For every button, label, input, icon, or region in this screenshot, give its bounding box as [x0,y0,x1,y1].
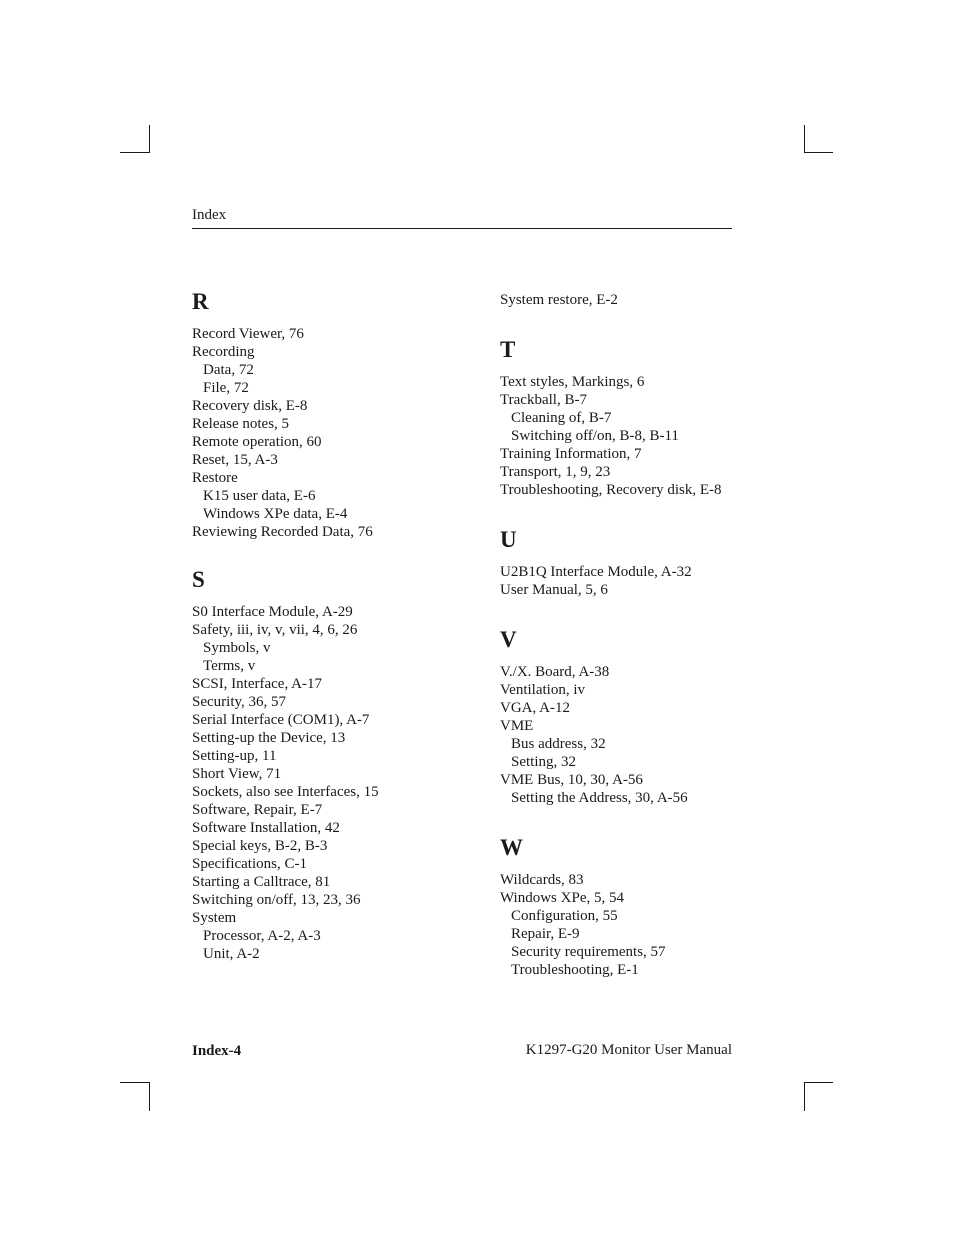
crop-mark-bottom-left-v [149,1082,150,1111]
index-entry: Safety, iii, iv, v, vii, 4, 6, 26 [192,622,358,638]
index-subentry: Processor, A-2, A-3 [203,928,321,944]
index-entry: Record Viewer, 76 [192,326,304,342]
index-entry: Specifications, C-1 [192,856,307,872]
index-entry: Starting a Calltrace, 81 [192,874,331,890]
index-entry: Security, 36, 57 [192,694,287,710]
section-gap [500,599,780,626]
index-subentry: Cleaning of, B-7 [511,410,612,426]
index-entry: U2B1Q Interface Module, A-32 [500,564,692,580]
index-subentry: Configuration, 55 [511,908,618,924]
index-subentry: Switching off/on, B-8, B-11 [511,428,679,444]
index-entry: Transport, 1, 9, 23 [500,464,611,480]
index-subentry: Troubleshooting, E-1 [511,962,639,978]
index-subentry: Windows XPe data, E-4 [203,506,348,522]
section-letter: S [192,567,205,592]
index-subentry: Data, 72 [203,362,254,378]
index-section [500,526,780,599]
crop-mark-top-left-h [120,152,150,153]
section-gap [500,309,780,336]
index-entry: VME Bus, 10, 30, A-56 [500,772,643,788]
section-gap [500,807,780,834]
index-entry: Trackball, B-7 [500,392,587,408]
index-subentry: K15 user data, E-6 [203,488,316,504]
index-subentry: Terms, v [203,658,256,674]
index-entry: S0 Interface Module, A-29 [192,604,353,620]
page-number: Index-4 [192,1043,242,1059]
index-entry: Troubleshooting, Recovery disk, E-8 [500,482,722,498]
index-entry: System restore, E-2 [500,292,618,308]
index-entry: Wildcards, 83 [500,872,584,888]
index-entry: Serial Interface (COM1), A-7 [192,712,370,728]
section-letter: T [500,337,516,362]
manual-title: K1297-G20 Monitor User Manual [525,1042,732,1058]
index-subentry: File, 72 [203,380,249,396]
index-entry: Windows XPe, 5, 54 [500,890,624,906]
index-subentry: Setting the Address, 30, A-56 [511,790,688,806]
index-entry: V./X. Board, A-38 [500,664,610,680]
index-entry: Reset, 15, A-3 [192,452,278,468]
index-entry: Recording [192,344,255,360]
index-entry: Reviewing Recorded Data, 76 [192,524,373,540]
index-section [500,626,780,807]
crop-mark-top-right-v [804,125,805,153]
index-subentry: Unit, A-2 [203,946,260,962]
index-section [500,291,780,309]
index-entry: Training Information, 7 [500,446,642,462]
section-letter: V [500,627,517,652]
index-entry: Setting-up, 11 [192,748,277,764]
index-section [500,336,780,499]
index-subentry: Bus address, 32 [511,736,606,752]
section-letter: W [500,835,523,860]
index-entry: Remote operation, 60 [192,434,322,450]
index-column-right [500,291,780,979]
index-entry: Restore [192,470,238,486]
crop-mark-bottom-left-h [120,1082,150,1083]
index-entry: VGA, A-12 [500,700,570,716]
index-subentry: Setting, 32 [511,754,577,770]
index-entry: Sockets, also see Interfaces, 15 [192,784,379,800]
index-entry: Setting-up the Device, 13 [192,730,346,746]
index-section [192,288,472,541]
section-letter: R [192,289,209,314]
index-entry: Recovery disk, E-8 [192,398,308,414]
crop-mark-top-left-v [149,125,150,153]
index-entry: Release notes, 5 [192,416,290,432]
index-entry: User Manual, 5, 6 [500,582,608,598]
index-entry: Ventilation, iv [500,682,585,698]
index-entry: SCSI, Interface, A-17 [192,676,322,692]
section-letter: U [500,527,517,552]
index-entry: System [192,910,237,926]
index-entry: Text styles, Markings, 6 [500,374,645,390]
header-title: Index [192,207,227,223]
index-section [192,566,472,963]
index-entry: Short View, 71 [192,766,282,782]
index-section [500,834,780,979]
index-entry: Switching on/off, 13, 23, 36 [192,892,361,908]
index-subentry: Symbols, v [203,640,271,656]
index-subentry: Security requirements, 57 [511,944,666,960]
crop-mark-bottom-right-h [804,1082,833,1083]
index-column-left [192,288,472,963]
index-subentry: Repair, E-9 [511,926,580,942]
index-entry: Software, Repair, E-7 [192,802,323,818]
crop-mark-top-right-h [804,152,833,153]
index-entry: VME [500,718,534,734]
running-header [192,206,732,229]
crop-mark-bottom-right-v [804,1082,805,1111]
section-gap [192,541,472,566]
index-entry: Special keys, B-2, B-3 [192,838,328,854]
index-entry: Software Installation, 42 [192,820,340,836]
section-gap [500,499,780,526]
